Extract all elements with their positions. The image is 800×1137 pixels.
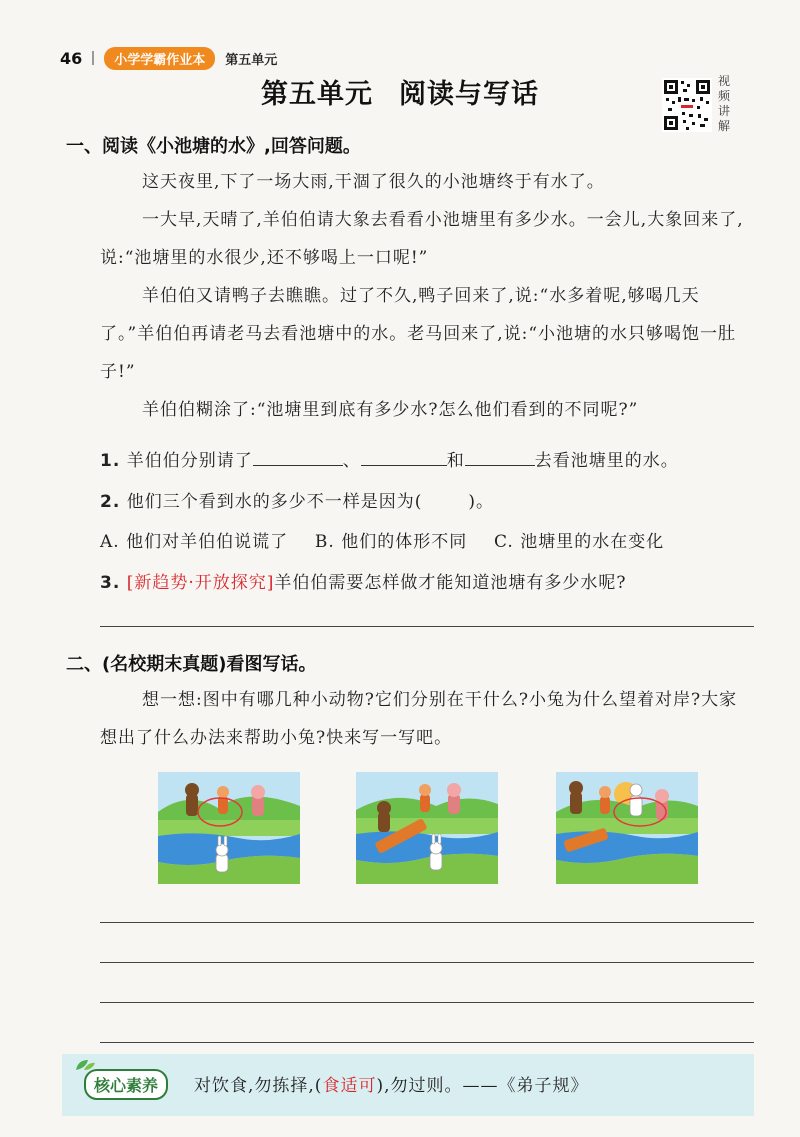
q1-blank-2[interactable] <box>361 449 447 466</box>
story-picture-2 <box>356 772 498 884</box>
trend-tag: [新趋势·开放探究] <box>126 573 275 593</box>
question-1: 1. 羊伯伯分别请了 、 和 去看池塘里的水。 <box>100 451 679 471</box>
title-topic: 阅读与写话 <box>399 79 539 110</box>
passage-paragraph-2: 一大早,天晴了,羊伯伯请大象去看看小池塘里有多少水。一会儿,大象回来了,说:“池塘里的水很少,还不够喝上一口呢!” <box>100 210 744 268</box>
q1-blank-1[interactable] <box>253 449 343 466</box>
book-name-badge: 小学学霸作业本 <box>104 47 215 70</box>
question-2-options <box>100 527 664 552</box>
writing-line-3[interactable] <box>100 1002 754 1003</box>
q3-answer-line[interactable] <box>100 626 754 627</box>
qr-code-icon[interactable] <box>662 78 712 132</box>
header-divider <box>92 51 94 65</box>
writing-line-1[interactable] <box>100 922 754 923</box>
story-picture-1 <box>158 772 300 884</box>
writing-prompt: 想一想:图中有哪几种小动物?它们分别在干什么?小兔为什么望着对岸?大家想出了什么办法来帮助小兔?快来写一写吧。 <box>100 690 738 748</box>
option-b[interactable]: B. 他们的体形不同 <box>314 532 468 552</box>
section2-heading: 二、(名校期末真题)看图写话。 <box>66 654 317 675</box>
passage-paragraph-1: 这天夜里,下了一场大雨,干涸了很久的小池塘终于有水了。 <box>142 172 605 192</box>
core-literacy-badge: 核心素养 <box>84 1069 168 1100</box>
story-picture-3 <box>556 772 698 884</box>
title-unit: 第五单元 <box>261 79 373 110</box>
question-2: 2. 他们三个看到水的多少不一样是因为( )。 <box>100 492 494 512</box>
section1-heading: 一、阅读《小池塘的水》,回答问题。 <box>66 136 361 157</box>
writing-line-2[interactable] <box>100 962 754 963</box>
passage-paragraph-3: 羊伯伯又请鸭子去瞧瞧。过了不久,鸭子回来了,说:“水多着呢,够喝几天了。”羊伯伯再请老马去看池塘中的水。老马回来了,说:“小池塘的水只够喝饱一肚子!” <box>100 286 737 382</box>
page-number: 46 <box>60 48 83 68</box>
writing-line-4[interactable] <box>100 1042 754 1043</box>
question-3: 3. [新趋势·开放探究]羊伯伯需要怎样做才能知道池塘有多少水呢? <box>100 573 627 593</box>
header-unit-label: 第五单元 <box>225 52 278 68</box>
footer-highlight: 食适可 <box>322 1076 377 1096</box>
qr-caption: 视 频 讲 解 <box>718 74 731 133</box>
option-c[interactable]: C. 池塘里的水在变化 <box>494 532 665 552</box>
page-header <box>60 46 277 70</box>
q1-blank-3[interactable] <box>465 449 535 466</box>
footer-quote: 对饮食,勿拣择,(食适可),勿过则。——《弟子规》 <box>194 1076 589 1096</box>
option-a[interactable]: A. 他们对羊伯伯说谎了 <box>100 532 289 552</box>
passage-paragraph-4: 羊伯伯糊涂了:“池塘里到底有多少水?怎么他们看到的不同呢?” <box>142 400 639 420</box>
